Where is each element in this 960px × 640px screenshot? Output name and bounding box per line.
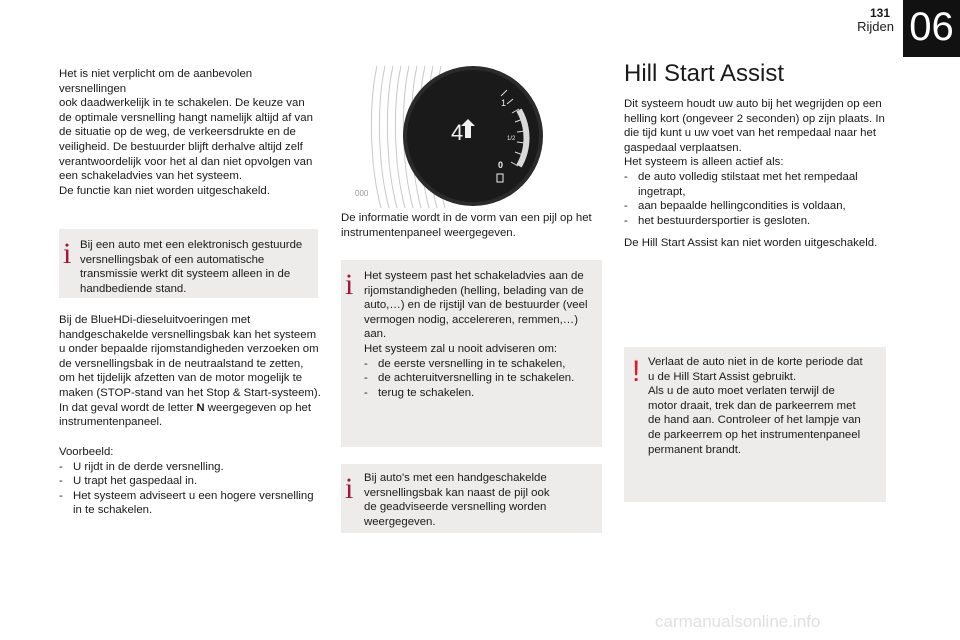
list-item: - de eerste versnelling in te schakelen, — [364, 357, 566, 370]
list-item: - de achteruitversnelling in te schakelen. — [364, 372, 575, 385]
list-item: - U trapt het gaspedaal in. — [59, 475, 198, 488]
info-line: versnellingsbak kan naast de pijl ook — [364, 486, 550, 499]
info-line: handbediende stand. — [80, 282, 187, 295]
col2-caption — [341, 211, 603, 240]
gauge-tick-0: 0 — [498, 160, 504, 170]
paragraph-line: de situatie op de weg, de verkeersdrukte en de — [59, 126, 296, 139]
gauge-svg — [341, 62, 603, 208]
info-line: versnellingsbak of een automatische — [80, 253, 265, 266]
paragraph-line: helling kort (ongeveer 2 seconden) op zijn plaats. In — [624, 112, 885, 125]
warning-line: de hand aan. Controleer of het lampje van — [648, 414, 861, 427]
paragraph-line: De Hill Start Assist kan niet worden uitgeschakeld. — [624, 237, 878, 249]
paragraph-line: een schakeladvies van het systeem. — [59, 170, 242, 183]
paragraph-line: ook daadwerkelijk in te schakelen. De keuze van — [59, 97, 305, 110]
col1-bluehdi — [59, 313, 321, 430]
warning-line: de parkeerrem op het instrumentenpaneel — [648, 428, 861, 441]
warning-icon: ! — [632, 355, 641, 388]
col1-example — [59, 445, 321, 518]
col3-intro — [624, 97, 886, 228]
odometer-label: 000 — [355, 189, 369, 198]
paragraph-line: verantwoordelijk voor het al dan niet opvolgen van — [59, 155, 313, 168]
info-line: weergegeven. — [364, 515, 436, 528]
section-title: Hill Start Assist — [624, 60, 785, 87]
watermark: carmanualsonline.info — [655, 612, 821, 631]
page-number: 131 — [869, 6, 890, 20]
info-box — [59, 229, 318, 298]
list-item: - U rijdt in de derde versnelling. — [59, 460, 224, 473]
paragraph-line: de optimale versnelling hangt namelijk altijd af van — [59, 111, 313, 124]
paragraph-line: Het is niet verplicht om de aanbevolen versnellingen — [59, 68, 253, 95]
warning-box — [624, 347, 886, 502]
info-line: Het systeem past het schakeladvies aan de — [364, 270, 584, 282]
col3-note — [624, 236, 886, 251]
chapter-title: Rijden — [857, 19, 894, 34]
info-line: Bij een auto met een elektronisch gestuurde — [80, 239, 303, 251]
example-label: Voorbeeld: — [59, 446, 114, 458]
paragraph-line: instrumentenpaneel. — [59, 416, 163, 429]
paragraph-line: u onder bepaalde rijomstandigheden verzoeken om — [59, 343, 319, 356]
list-item: - terug te schakelen. — [364, 386, 475, 399]
instrument-gauge-illustration — [341, 62, 603, 208]
info-icon: i — [63, 237, 72, 270]
info-icon: i — [345, 268, 354, 301]
paragraph-line: handgeschakelde versnellingsbak kan het systeem — [59, 328, 317, 341]
caption-line: De informatie wordt in de vorm van een pijl op het — [341, 212, 592, 224]
paragraph-line: In dat geval wordt de letter N weergegeven op het — [59, 401, 312, 414]
warning-line: Verlaat de auto niet in de korte periode dat — [648, 356, 863, 368]
info-line: aan. — [364, 328, 387, 341]
paragraph-line: om het tijdelijk afzetten van de motor mogelijk te — [59, 372, 303, 385]
list-item: - het bestuurdersportier is gesloten. — [624, 214, 811, 227]
paragraph-line: die tijd kunt u uw voet van het rempedaal naar het — [624, 127, 877, 140]
list-item: - Het systeem adviseert u een hogere versnelling in te schakelen. — [59, 489, 314, 517]
list-item: - de auto volledig stilstaat met het rempedaal ingetrapt, — [624, 170, 858, 198]
paragraph-line: maken (STOP-stand van het Stop & Start-systeem). — [59, 386, 321, 399]
paragraph-line: Bij de BlueHDi-dieseluitvoeringen met — [59, 314, 251, 326]
info-line: Bij auto's met een handgeschakelde — [364, 472, 547, 484]
gauge-tick-half: 1/2 — [507, 136, 516, 142]
info-box — [341, 260, 602, 447]
warning-line: u de Hill Start Assist gebruikt. — [648, 370, 797, 383]
paragraph-line: De functie kan niet worden uitgeschakeld. — [59, 184, 270, 197]
chapter-tab: 06 — [903, 0, 960, 57]
gauge-tick-1: 1 — [501, 98, 507, 108]
info-box — [341, 464, 602, 533]
gear-indicator: 4 — [451, 120, 464, 145]
caption-line: instrumentenpaneel weergegeven. — [341, 226, 516, 239]
info-icon: i — [345, 472, 354, 505]
col1-intro — [59, 67, 321, 198]
paragraph-line: Het systeem is alleen actief als: — [624, 156, 784, 169]
info-line: transmissie werkt dit systeem alleen in de — [80, 268, 291, 281]
paragraph-line: Dit systeem houdt uw auto bij het wegrijden op een — [624, 98, 882, 110]
info-line: de geadviseerde versnelling worden — [364, 501, 547, 514]
gear-letter: N — [196, 401, 205, 414]
info-line: Het systeem zal u nooit adviseren om: — [364, 342, 558, 355]
list-item: - aan bepaalde hellingcondities is voldaan, — [624, 200, 846, 213]
paragraph-line: veiligheid. De bestuurder blijft derhalve altijd zelf — [59, 140, 303, 153]
paragraph-line: de versnellingsbak in de neutraalstand te zetten, — [59, 357, 304, 370]
warning-line: Als u de auto moet verlaten terwijl de — [648, 385, 835, 398]
warning-line: permanent brandt. — [648, 443, 742, 456]
info-line: auto,…) en de rijstijl van de bestuurder (veel — [364, 299, 588, 312]
info-line: vermogen nodig, accelereren, remmen,…) — [364, 313, 578, 326]
info-line: rijomstandigheden (helling, belading van de — [364, 284, 584, 297]
paragraph-line: gaspedaal verplaatsen. — [624, 141, 742, 154]
warning-line: motor draait, trek dan de parkeerrem met — [648, 399, 856, 412]
